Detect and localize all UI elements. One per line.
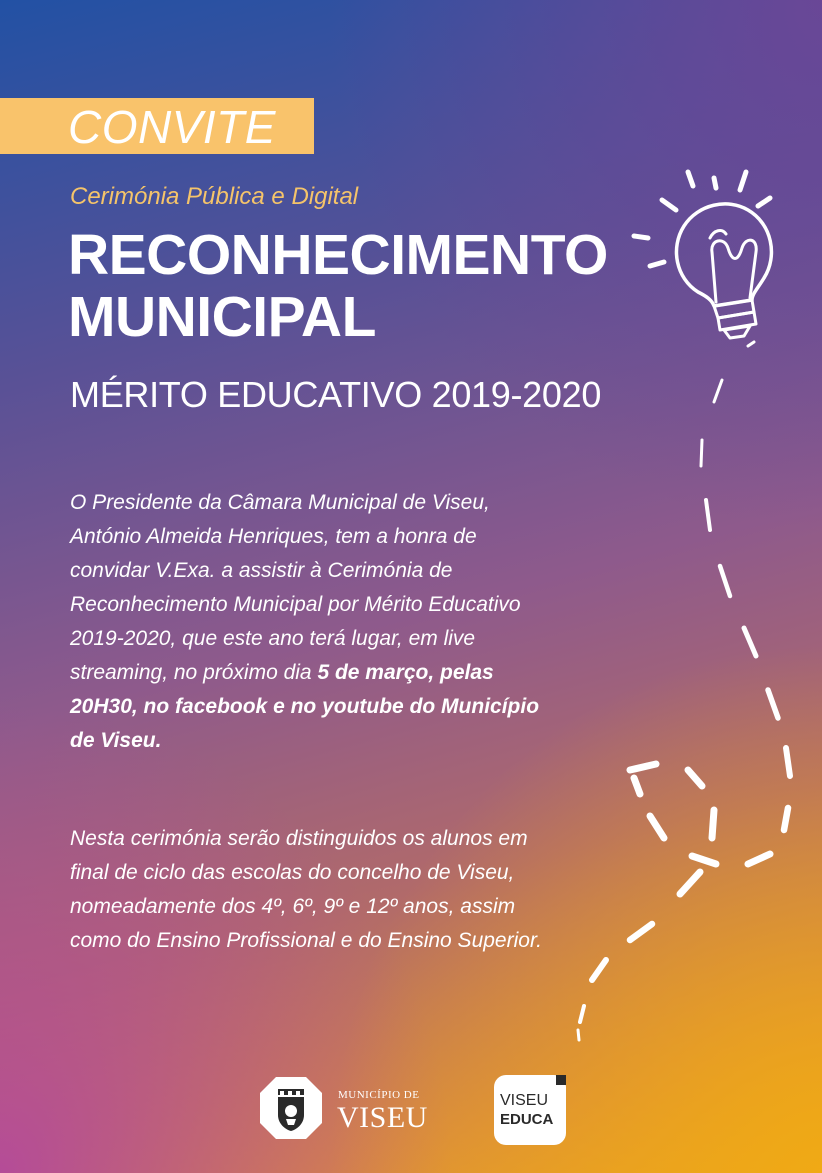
educa-line-1: VISEU [500,1092,549,1109]
dashed-path-decoration [578,380,790,1040]
viseu-educa-logo [494,1075,566,1145]
convite-label: CONVITE [68,101,276,153]
municipio-name: VISEU [337,1101,428,1134]
educa-corner-mark [556,1075,566,1085]
lightbulb-icon [634,172,771,346]
event-details: 5 de março, pelas 20H30, no facebook e no youtube do Município de Viseu. [70,661,540,752]
municipio-label: MUNICÍPIO DE [338,1089,420,1101]
educa-line-2: EDUCA [500,1111,554,1128]
subtitle: Cerimónia Pública e Digital [70,183,359,210]
invitation-text: O Presidente da Câmara Municipal de Viseu, António Almeida Henriques, tem a honra de convidar V.Exa. a assistir à Cerimónia de Reconhecimento Municipal por Mérito Educativo 2019-2020, que este ano terá lugar, em live streaming, no próximo dia [70,491,521,684]
municipio-shield-icon [258,1075,324,1141]
municipio-viseu-logo [258,1075,438,1145]
merit-heading: MÉRITO EDUCATIVO 2019-2020 [70,374,602,415]
ceremony-paragraph: Nesta cerimónia serão distinguidos os alunos em final de ciclo das escolas do concelho de Viseu, nomeadamente dos 4º, 6º, 9º e 12º anos, assim como do Ensino Profissional e do Ensino Superior. [70,827,542,952]
title-line-2: MUNICIPAL [68,285,376,349]
title-line-1: RECONHECIMENTO [68,223,608,287]
